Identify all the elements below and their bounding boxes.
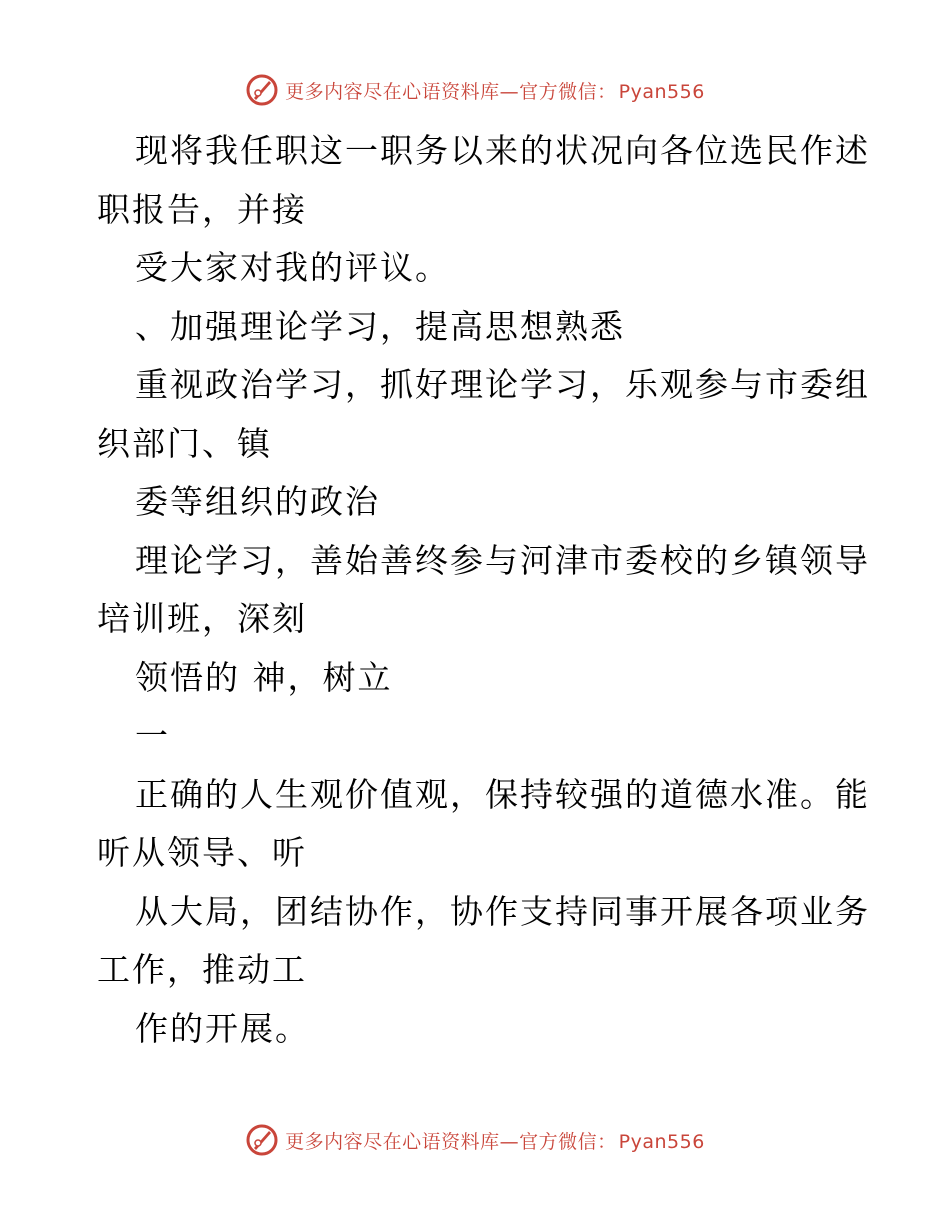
- body-line: 领悟的 神，树立: [135, 657, 393, 697]
- body-line: 重视政治学习，抓好理论学习，乐观参与市委组: [135, 365, 870, 404]
- watermark-text: 更多内容尽在心语资料库—官方微信：: [285, 80, 617, 103]
- watermark-id: Pyan556: [618, 80, 705, 103]
- body-line: 现将我任职这一职务以来的状况向各位选民作述: [135, 131, 870, 170]
- watermark-text: 更多内容尽在心语资料库—官方微信：: [285, 1130, 617, 1153]
- body-line: 委等组织的政治: [135, 482, 380, 521]
- header-watermark: [0, 70, 950, 110]
- footer-watermark: [0, 1120, 950, 1160]
- body-line: 作的开展。: [135, 1008, 310, 1048]
- body-line: 听从领导、听: [97, 833, 307, 872]
- quill-logo-icon: [245, 73, 279, 107]
- body-line: 培训班，深刻: [97, 599, 307, 638]
- document-body: [97, 122, 870, 1058]
- quill-logo-icon: [245, 1123, 279, 1157]
- body-line: 受大家对我的评议。: [135, 248, 450, 287]
- body-line: 一: [135, 716, 170, 755]
- body-line: 理论学习，善始善终参与河津市委校的乡镇领导: [135, 540, 870, 580]
- body-line: 职报告，并接: [97, 189, 307, 229]
- body-line: 织部门、镇: [97, 423, 272, 463]
- section-heading: 、加强理论学习，提高思想熟悉: [135, 306, 625, 346]
- body-line: 从大局，团结协作，协作支持同事开展各项业务: [135, 891, 870, 931]
- body-line: 正确的人生观价值观，保持较强的道德水准。能: [135, 774, 870, 814]
- body-line: 工作，推动工: [97, 950, 307, 989]
- watermark-id: Pyan556: [618, 1130, 705, 1153]
